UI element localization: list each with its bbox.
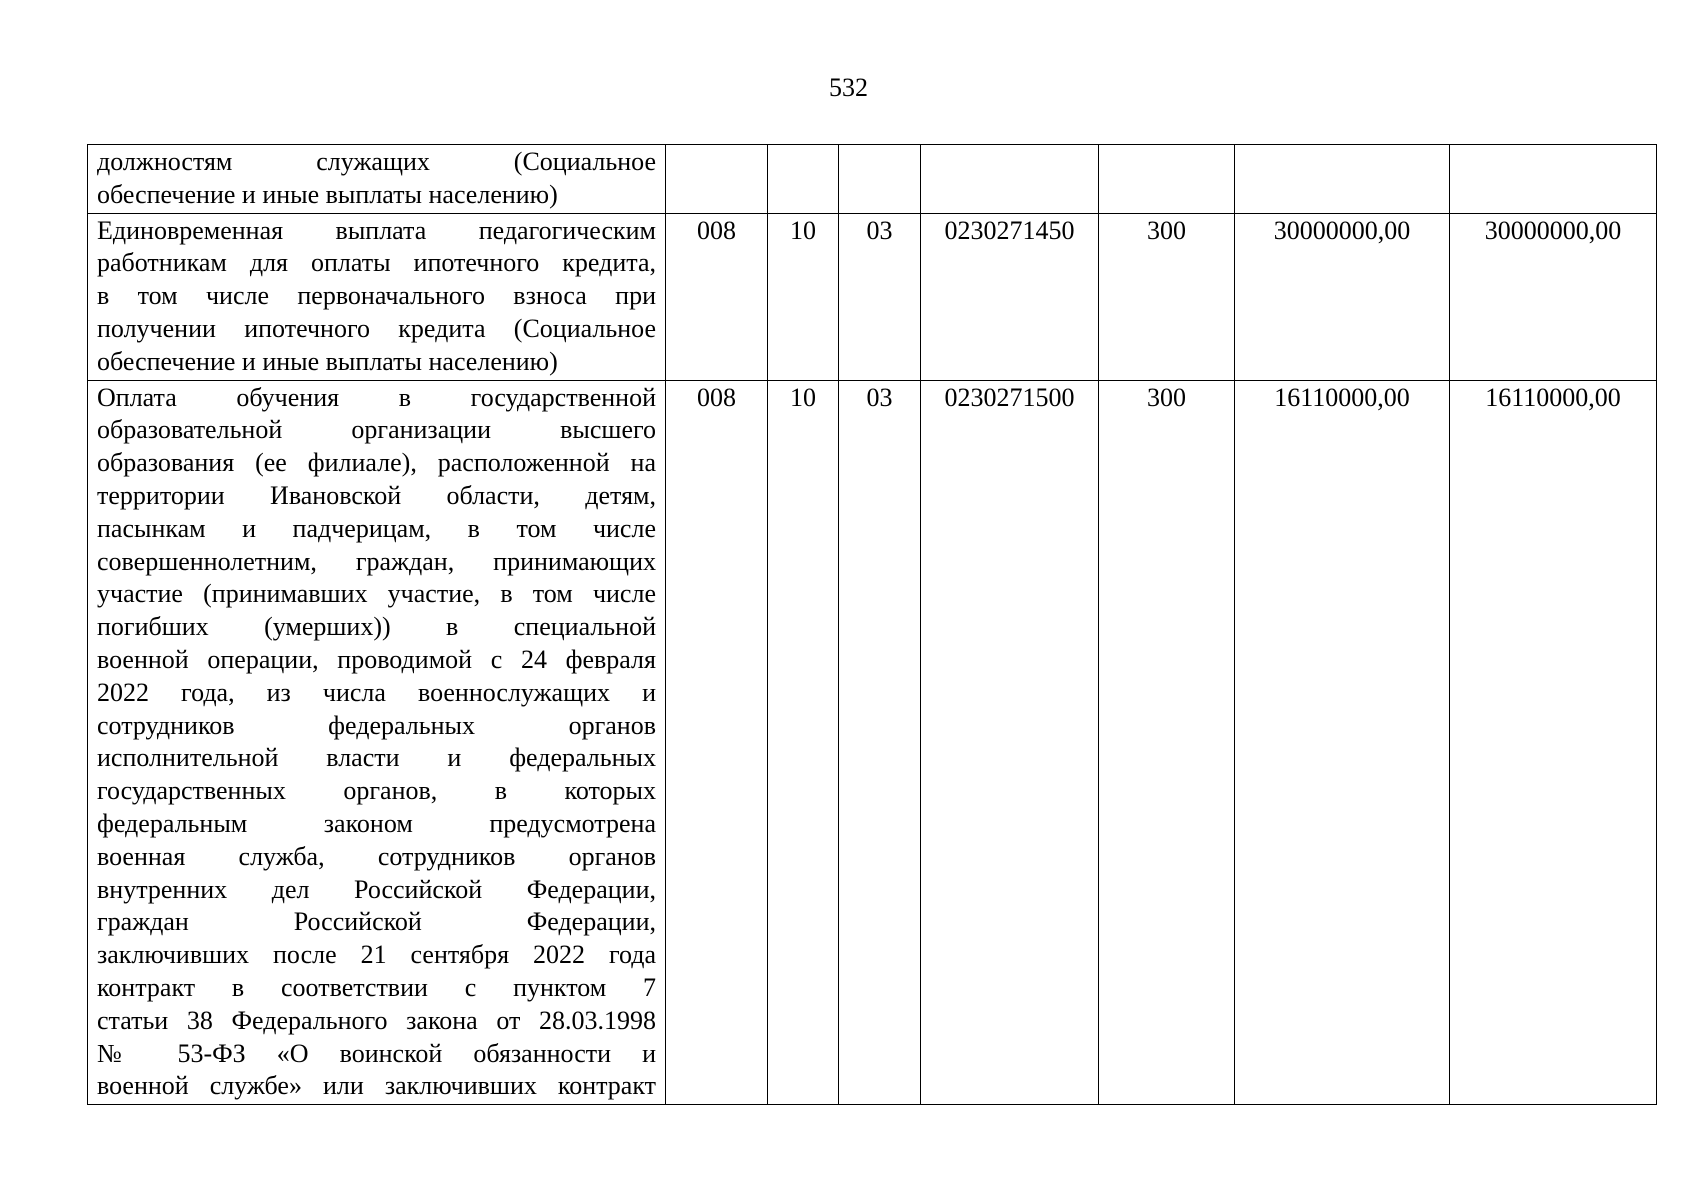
section-code-cell: 10 [768,380,839,1105]
description-line: образования (ее филиале), расположенной на [97,448,656,478]
amount-year1-cell [1235,145,1450,214]
amount-year2-cell: 30000000,00 [1450,213,1657,380]
description-cell [88,213,666,380]
target-article-cell [921,145,1099,214]
section-code-cell [768,145,839,214]
description-line: 2022 года, из числа военнослужащих и [97,677,656,707]
description-line: граждан Российской Федерации, [97,907,656,937]
amount-year1-cell: 30000000,00 [1235,213,1450,380]
description-line: Единовременная выплата педагогическим [97,215,656,245]
description-line: обеспечение и иные выплаты населению) [97,346,558,376]
table-row [88,213,1657,380]
description-line: работникам для оплаты ипотечного кредита, [97,248,656,278]
description-line: федеральным законом предусмотрена [97,808,656,838]
description-line: государственных органов, в которых [97,776,656,806]
description-line: обеспечение и иные выплаты населению) [97,179,558,209]
description-line: погибших (умерших)) в специальной [97,612,656,642]
description-line: получении ипотечного кредита (Социальное [97,313,656,343]
subsection-code-cell: 03 [839,213,921,380]
target-article-cell: 0230271500 [921,380,1099,1105]
description-cell [88,145,666,214]
description-line: образовательной организации высшего [97,415,656,445]
description-line: военной службе» или заключивших контракт [97,1071,656,1101]
amount-year2-cell [1450,145,1657,214]
ministry-code-cell [666,145,768,214]
description-line: пасынкам и падчерицам, в том числе [97,513,656,543]
description-cell [88,380,666,1105]
description-line: внутренних дел Российской Федерации, [97,874,656,904]
description-line: Оплата обучения в государственной [97,382,656,412]
subsection-code-cell: 03 [839,380,921,1105]
ministry-code-cell: 008 [666,380,768,1105]
description-line: исполнительной власти и федеральных [97,743,656,773]
description-line: военная служба, сотрудников органов [97,841,656,871]
expense-type-cell [1099,145,1235,214]
target-article-cell: 0230271450 [921,213,1099,380]
description-line: участие (принимавших участие, в том числе [97,579,656,609]
section-code-cell: 10 [768,213,839,380]
expense-type-cell: 300 [1099,380,1235,1105]
table-row [88,145,1657,214]
table-body [88,145,1657,1105]
description-line: совершеннолетним, граждан, принимающих [97,546,656,576]
expense-type-cell: 300 [1099,213,1235,380]
ministry-code-cell: 008 [666,213,768,380]
amount-year2-cell: 16110000,00 [1450,380,1657,1105]
description-line: должностям служащих (Социальное [97,147,656,176]
description-line: территории Ивановской области, детям, [97,480,656,510]
subsection-code-cell [839,145,921,214]
description-line: заключивших после 21 сентября 2022 года [97,940,656,970]
budget-table [87,144,1657,1105]
description-line: контракт в соответствии с пунктом 7 [97,972,656,1002]
page-number: 532 [829,73,868,102]
description-line: военной операции, проводимой с 24 февраля [97,644,656,674]
description-line: № 53-ФЗ «О воинской обязанности и [97,1038,656,1068]
description-line: сотрудников федеральных органов [97,710,656,740]
description-line: в том числе первоначального взноса при [97,281,656,311]
table-row [88,380,1657,1105]
description-line: статьи 38 Федерального закона от 28.03.1998 [97,1005,656,1035]
amount-year1-cell: 16110000,00 [1235,380,1450,1105]
